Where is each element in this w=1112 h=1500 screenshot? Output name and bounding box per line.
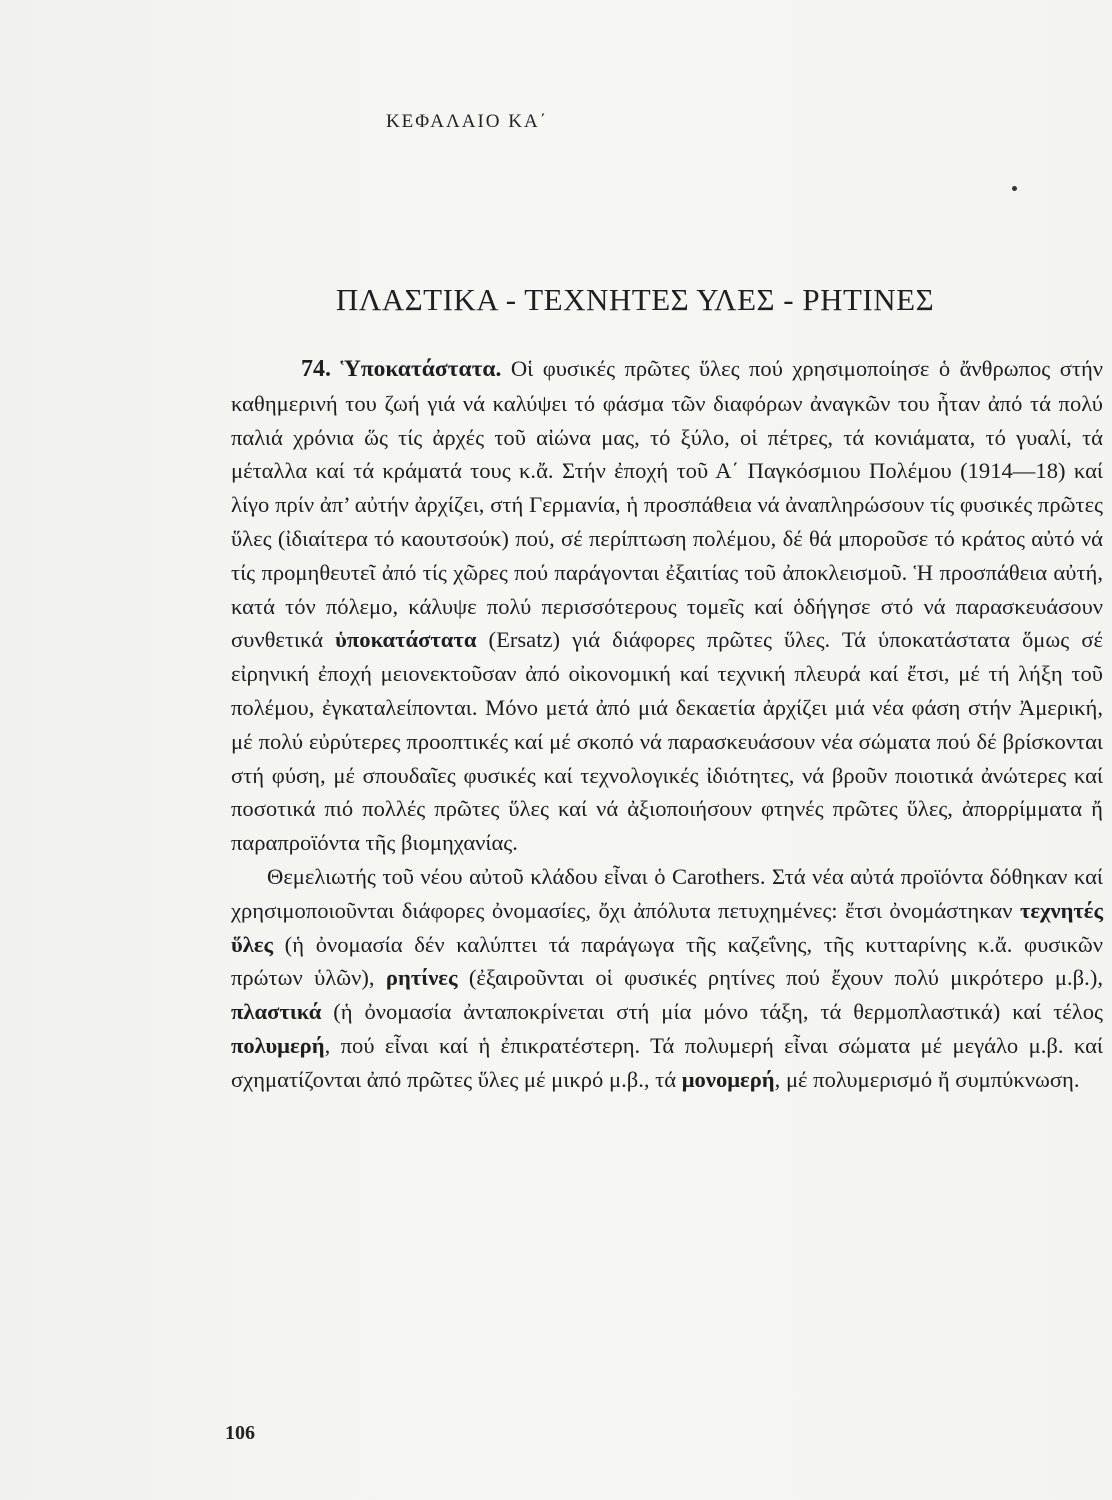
paragraph-text: (Ersatz) γιά διάφορες πρῶτες ὕλες. Τά ὑποκατάστατα ὅμως σέ εἰρηνική ἐποχή μειονεκτοῦσαν ἀπό οἰκονομική καί τεχνική πλευρά καί ἔτσι, μέ τή λήξη τοῦ πολέμου, ἐγκαταλείπονται. Μόνο μετά ἀπό μιά δεκαετία ἀρχίζει μιά νέα φάση στήν Ἀμερική, μέ πολύ εὐρύτερες προοπτικές καί μέ σκοπό νά παρασκευάσουν νέα σώματα πού δέ βρίσκονται στή φύση, μέ σπουδαῖες φυσικές καί τεχνολογικές ἰδιότητες, νά βροῦν ποιοτικά ἀνώτερες καί ποσοτικά πιό πολλές πρῶτες ὕλες καί νά ἀξιοποιήσουν φτηνές πρῶτες ὕλες, ἀπορρίμματα ἤ παραπροϊόντα τῆς βιομηχανίας.	[231, 627, 1103, 856]
bold-term-monomeri: μονομερή	[681, 1066, 775, 1092]
paragraph-text: Θεμελιωτής τοῦ νέου αὐτοῦ κλάδου εἶναι ὁ Carothers. Στά νέα αὐτά προϊόντα δόθηκαν καί χρησιμοποιοῦνται διάφορες ὀνομασίες, ὄχι ἀπόλυτα πετυχημένες: ἔτσι ὀνομάστηκαν	[231, 863, 1103, 923]
page-number: 106	[225, 1422, 255, 1444]
paragraph-text: (ἡ ὀνομασία ἀνταποκρίνεται στή μία μόνο τάξη, τά θερμοπλαστικά) καί τέλος	[321, 999, 1103, 1025]
paragraph-text: Οἱ φυσικές πρῶτες ὕλες πού χρησιμοποίησε ὁ ἄνθρωπος στήν καθημερινή του ζωή γιά νά καλύψει τό φάσμα τῶν διαφόρων ἀναγκῶν του ἦταν ἀπό τά πολύ παλιά χρόνια ὥς τίς ἀρχές τοῦ αἰώνα μας, τό ξύλο, οἱ πέτρες, τά κονιάματα, τό γυαλί, τά μέταλλα καί τά κράματά τους κ.ἄ. Στήν ἐποχή τοῦ Α΄ Παγκόσμιου Πολέμου (1914—18) καί λίγο πρίν ἀπ’ αὐτήν ἀρχίζει, στή Γερμανία, ἡ προσπάθεια νά ἀναπληρώσουν τίς φυσικές πρῶτες ὕλες (ἰδιαίτερα τό καουτσούκ) πού, σέ περίπτωση πολέμου, δέ θά μποροῦσε τό κράτος αὐτό νά τίς προμηθευτεῖ ἀπό τίς χῶρες πού παράγονται ἐξαιτίας τοῦ ἀποκλεισμοῦ. Ἡ προσπάθεια αὐτή, κατά τόν πόλεμο, κάλυψε πολύ περισσότερους τομεῖς καί ὁδήγησε στό νά παρασκευάσουν συνθετικά	[231, 356, 1103, 653]
bold-term-ypokatastata: ὑποκατάστατα	[335, 627, 477, 653]
paragraph-text: , μέ πολυμερισμό ἤ συμπύκνωση.	[774, 1066, 1080, 1092]
paragraph-74	[231, 352, 1103, 860]
paragraph-text: (ἡ ὀνομασία δέν καλύπτει τά παράγωγα τῆς καζεΐνης, τῆς κυτταρίνης κ.ἄ. φυσικῶν πρώτων ὑλῶν),	[231, 931, 1103, 991]
bold-term-technites-yles: τεχνητές ὕλες	[231, 897, 1103, 957]
section-number: 74.	[301, 356, 331, 382]
printed-dot-mark	[1012, 186, 1017, 191]
bold-term-ritines: ρητίνες	[385, 965, 458, 991]
paragraph-carothers	[231, 860, 1103, 1097]
bold-term-polymeri: πολυμερή	[231, 1032, 325, 1058]
paragraph-text: (ἐξαιροῦνται οἱ φυσικές ρητίνες πού ἔχουν πολύ μικρότερο μ.β.),	[457, 965, 1103, 991]
section-heading: Ὑποκατάστατα.	[340, 356, 502, 382]
chapter-title: ΠΛΑΣΤΙΚΑ - ΤΕΧΝΗΤΕΣ ΥΛΕΣ - ΡΗΤΙΝΕΣ	[335, 282, 935, 317]
chapter-body	[231, 352, 1103, 1097]
chapter-label: ΚΕΦΑΛΑΙΟ ΚΑ΄	[385, 111, 549, 132]
paragraph-text: , πού εἶναι καί ἡ ἐπικρατέστερη. Τά πολυμερή εἶναι σώματα μέ μεγάλο μ.β. καί σχηματίζονται ἀπό πρῶτες ὕλες μέ μικρό μ.β., τά	[231, 1032, 1103, 1092]
bold-term-plastika: πλαστικά	[231, 999, 322, 1025]
